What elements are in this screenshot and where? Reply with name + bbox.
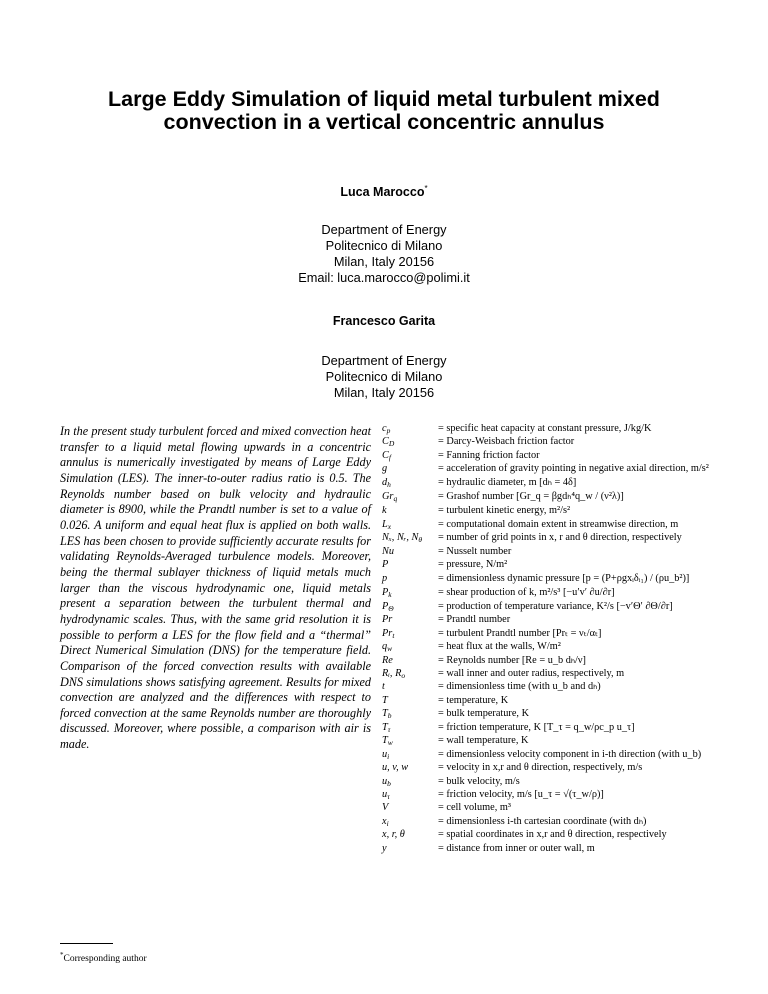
symbol-base: d	[382, 476, 388, 488]
nomenclature-entry	[382, 586, 762, 599]
nomenclature-symbol	[382, 462, 438, 475]
affiliation-line: Politecnico di Milano	[325, 238, 443, 253]
symbol-subscript: Θ	[388, 603, 394, 613]
symbol-subscript: p	[386, 426, 391, 435]
nomenclature-description: = hydraulic diameter, m [dₕ = 4δ]	[438, 476, 577, 488]
nomenclature-description: = spatial coordinates in x,r and θ direction, respectively	[438, 829, 667, 841]
nomenclature-symbol	[382, 748, 438, 761]
nomenclature-entry	[382, 613, 762, 626]
nomenclature-entry	[382, 627, 762, 640]
symbol-base: T	[382, 694, 388, 706]
symbol-subscript: q	[393, 494, 398, 504]
symbol-subscript: θ	[418, 535, 423, 545]
nomenclature-entry	[382, 489, 762, 504]
symbol-subscript: w	[387, 644, 393, 654]
nomenclature-entry	[382, 815, 762, 828]
symbol-base: V	[382, 802, 389, 814]
author-email[interactable]: Email: luca.marocco@polimi.it	[298, 270, 470, 285]
symbol-base: C	[382, 436, 389, 448]
nomenclature-entry	[382, 801, 762, 814]
nomenclature-entry	[382, 558, 762, 571]
nomenclature-symbol	[382, 531, 438, 544]
nomenclature-description: = bulk velocity, m/s	[438, 775, 520, 787]
nomenclature-symbol	[382, 613, 438, 626]
nomenclature-entry	[382, 707, 762, 720]
symbol-base: y	[382, 842, 387, 854]
symbol-subscript: τ	[387, 724, 391, 734]
nomenclature-entry	[382, 571, 762, 586]
nomenclature-entry	[382, 788, 762, 801]
nomenclature-entry	[382, 721, 762, 734]
symbol-base: C	[382, 449, 389, 461]
nomenclature-list	[382, 422, 762, 855]
affiliation-line: Milan, Italy 20156	[333, 254, 435, 269]
nomenclature-description: = number of grid points in x, r and θ direction, respectively	[438, 532, 682, 544]
nomenclature-symbol	[382, 600, 438, 613]
symbol-base: T	[382, 721, 388, 733]
nomenclature-symbol	[382, 828, 438, 841]
author-1	[0, 184, 768, 199]
nomenclature-symbol	[382, 640, 438, 653]
nomenclature-symbol	[382, 654, 438, 667]
nomenclature-entry	[382, 842, 762, 855]
nomenclature-description: = specific heat capacity at constant pressure, J/kg/K	[438, 423, 652, 434]
symbol-subscript: i	[387, 751, 390, 761]
nomenclature-symbol	[382, 788, 438, 801]
nomenclature-description: = cell volume, m³	[438, 802, 511, 814]
nomenclature-symbol	[382, 449, 438, 462]
nomenclature-description: = Prandtl number	[438, 614, 511, 626]
nomenclature-entry	[382, 640, 762, 653]
abstract: In the present study turbulent forced and mixed convection heat transfer to a liquid metal flowing upwards in a concentric annulus is numerically investigated by means of Large Eddy Simulation (LES). The inner-to-outer radius ratio is 0.5. The Reynolds number based on bulk velocity and hydraulic diameter is 8900, while the Prandtl number is set to a value of 0.026. A uniform and equal heat flux is applied on both walls. LES has been chosen to provide sufficiently accurate results for validating Reynolds-Averaged turbulence models. Moreover, being the thermal sublayer thickness of liquid metals much larger than the viscous hydrodynamic one, liquid metals present a separation between the turbulent thermal and hydrodynamic scales. Thus, with the same grid resolution it is possible to perform a LES for the flow field and a “thermal” Direct Numerical Simulation (DNS) for the temperature field. Comparison of the forced convection results with available DNS simulations shows satisfying agreement. Results for mixed convection are analyzed and the differences with respect to forced convection at the same Reynolds number are thoroughly discussed. Moreover, where possible, a comparison with air is made.	[60, 424, 371, 752]
footnote-mark: *	[424, 184, 428, 193]
affiliation-line: Department of Energy	[321, 222, 447, 237]
nomenclature-description: = dimensionless time (with u_b and dₕ)	[438, 681, 601, 693]
nomenclature-description: = Darcy-Weisbach friction factor	[438, 436, 575, 448]
nomenclature-symbol	[382, 707, 438, 720]
symbol-base: Nu	[382, 545, 395, 557]
symbol-subscript: f	[388, 452, 391, 462]
nomenclature-symbol	[382, 627, 438, 640]
symbol-base: u	[382, 748, 388, 760]
nomenclature-symbol	[382, 518, 438, 531]
symbol-subscript: b	[387, 778, 391, 788]
nomenclature-entry	[382, 600, 762, 613]
affiliation-line: Milan, Italy 20156	[333, 385, 435, 400]
nomenclature-symbol	[382, 489, 438, 504]
symbol-subscript: τ	[387, 791, 390, 801]
nomenclature-description: = temperature, K	[438, 694, 509, 706]
nomenclature-symbol	[382, 586, 438, 599]
affiliation-line: Department of Energy	[321, 353, 447, 368]
symbol-base: k	[382, 505, 387, 517]
nomenclature-description: = heat flux at the walls, W/m²	[438, 641, 561, 653]
nomenclature-description: = turbulent kinetic energy, m²/s²	[438, 505, 571, 517]
nomenclature-description: = dimensionless dynamic pressure [p = (P+ρgxᵢδᵢ₁) / (ρu_b²)]	[438, 573, 690, 585]
nomenclature-entry	[382, 775, 762, 788]
symbol-base: Gr	[382, 491, 394, 503]
nomenclature-entry	[382, 761, 762, 774]
nomenclature-symbol	[382, 680, 438, 693]
nomenclature-entry	[382, 654, 762, 667]
nomenclature-symbol	[382, 815, 438, 828]
nomenclature-description: = Nusselt number	[438, 545, 512, 557]
symbol-base: u	[382, 775, 388, 787]
nomenclature-entry	[382, 748, 762, 761]
nomenclature-symbol	[382, 842, 438, 855]
nomenclature-entry	[382, 449, 762, 462]
nomenclature-description: = Grashof number [Gr_q = βgdₕ⁴q_w / (ν²λ)]	[438, 491, 624, 503]
symbol-base: Pr	[382, 627, 393, 639]
nomenclature-description: = bulk temperature, K	[438, 708, 530, 720]
nomenclature-symbol	[382, 761, 438, 774]
nomenclature-description: = acceleration of gravity pointing in negative axial direction, m/s²	[438, 463, 709, 475]
nomenclature-symbol	[382, 558, 438, 571]
nomenclature-entry	[382, 828, 762, 841]
symbol-base: p	[382, 573, 388, 585]
nomenclature-symbol	[382, 435, 438, 448]
nomenclature-symbol	[382, 476, 438, 489]
nomenclature-entry	[382, 422, 762, 435]
symbol-base: T	[382, 708, 388, 720]
affiliation-line: Politecnico di Milano	[325, 369, 443, 384]
symbol-base: Pr	[382, 614, 393, 626]
nomenclature-description: = wall temperature, K	[438, 735, 529, 747]
nomenclature-entry	[382, 545, 762, 558]
symbol-base: P	[382, 600, 389, 612]
symbol-base: L	[382, 518, 388, 530]
symbol-subscript: w	[387, 738, 393, 748]
nomenclature-entry	[382, 680, 762, 693]
symbol-base: q	[382, 641, 388, 653]
author-2: Francesco Garita	[332, 314, 436, 328]
symbol-subscript: o	[401, 671, 406, 680]
footnote-mark: *	[60, 951, 64, 959]
footnote-text: Corresponding author	[63, 954, 147, 965]
nomenclature-symbol	[382, 734, 438, 747]
footnote	[60, 951, 147, 964]
affiliation-1	[0, 222, 768, 286]
affiliation-2	[0, 353, 768, 401]
nomenclature-entry	[382, 667, 762, 680]
nomenclature-symbol	[382, 504, 438, 517]
symbol-base: Rᵢ, R	[382, 668, 402, 679]
nomenclature-symbol	[382, 801, 438, 814]
nomenclature-symbol	[382, 694, 438, 707]
symbol-base: Re	[382, 654, 393, 666]
nomenclature-description: = production of temperature variance, K²/s [−v′Θ′ ∂Θ/∂r]	[438, 600, 673, 612]
nomenclature-entry	[382, 518, 762, 531]
nomenclature-entry	[382, 734, 762, 747]
paper-title: Large Eddy Simulation of liquid metal turbulent mixed convection in a vertical concentric annulus	[108, 87, 660, 134]
symbol-base: x	[382, 815, 387, 827]
nomenclature-description: = Fanning friction factor	[438, 449, 540, 461]
nomenclature-symbol	[382, 545, 438, 558]
symbol-subscript: k	[388, 590, 392, 600]
symbol-base: c	[382, 423, 387, 434]
nomenclature-description: = dimensionless i-th cartesian coordinate (with dₕ)	[438, 815, 647, 827]
symbol-base: u, v, w	[382, 762, 409, 774]
nomenclature-entry	[382, 476, 762, 489]
symbol-base: Nₓ, Nᵣ, N	[382, 532, 419, 544]
symbol-subscript: h	[387, 479, 391, 489]
symbol-base: t	[382, 681, 385, 693]
nomenclature-entry	[382, 504, 762, 517]
nomenclature-symbol	[382, 422, 438, 435]
footnote-rule	[60, 943, 113, 944]
nomenclature-symbol	[382, 775, 438, 788]
symbol-base: x, r, θ	[382, 829, 405, 841]
nomenclature-description: = wall inner and outer radius, respectively, m	[438, 668, 625, 679]
symbol-subscript: b	[387, 711, 392, 721]
nomenclature-description: = computational domain extent in streamwise direction, m	[438, 518, 679, 530]
symbol-base: u	[382, 788, 388, 800]
symbol-base: P	[382, 558, 389, 570]
nomenclature-description: = dimensionless velocity component in i-th direction (with u_b)	[438, 748, 702, 760]
nomenclature-entry	[382, 531, 762, 544]
symbol-subscript: D	[388, 439, 395, 449]
nomenclature-description: = velocity in x,r and θ direction, respectively, m/s	[438, 762, 643, 774]
nomenclature-symbol	[382, 667, 438, 680]
author-name: Luca Marocco	[340, 185, 425, 200]
symbol-base: T	[382, 735, 388, 747]
symbol-base: P	[382, 587, 389, 599]
symbol-base: g	[382, 463, 388, 475]
symbol-subscript: i	[386, 818, 389, 828]
symbol-subscript: t	[392, 630, 395, 640]
symbol-subscript: x	[387, 521, 392, 531]
nomenclature-entry	[382, 435, 762, 448]
nomenclature-entry	[382, 694, 762, 707]
nomenclature-description: = friction velocity, m/s [u_τ = √(τ_w/ρ)]	[438, 788, 604, 800]
nomenclature-description: = shear production of k, m²/s³ [−u′v′ ∂u/∂r]	[438, 587, 615, 599]
nomenclature-entry	[382, 462, 762, 475]
nomenclature-description: = turbulent Prandtl number [Prₜ = νₜ/αₜ]	[438, 627, 602, 639]
nomenclature-description: = Reynolds number [Re = u_b dₕ/ν]	[438, 654, 586, 666]
nomenclature-symbol	[382, 721, 438, 734]
nomenclature-description: = pressure, N/m²	[438, 558, 508, 570]
nomenclature-description: = friction temperature, K [T_τ = q_w/ρc_p u_τ]	[438, 721, 635, 733]
nomenclature-description: = distance from inner or outer wall, m	[438, 842, 595, 854]
nomenclature-symbol	[382, 571, 438, 586]
